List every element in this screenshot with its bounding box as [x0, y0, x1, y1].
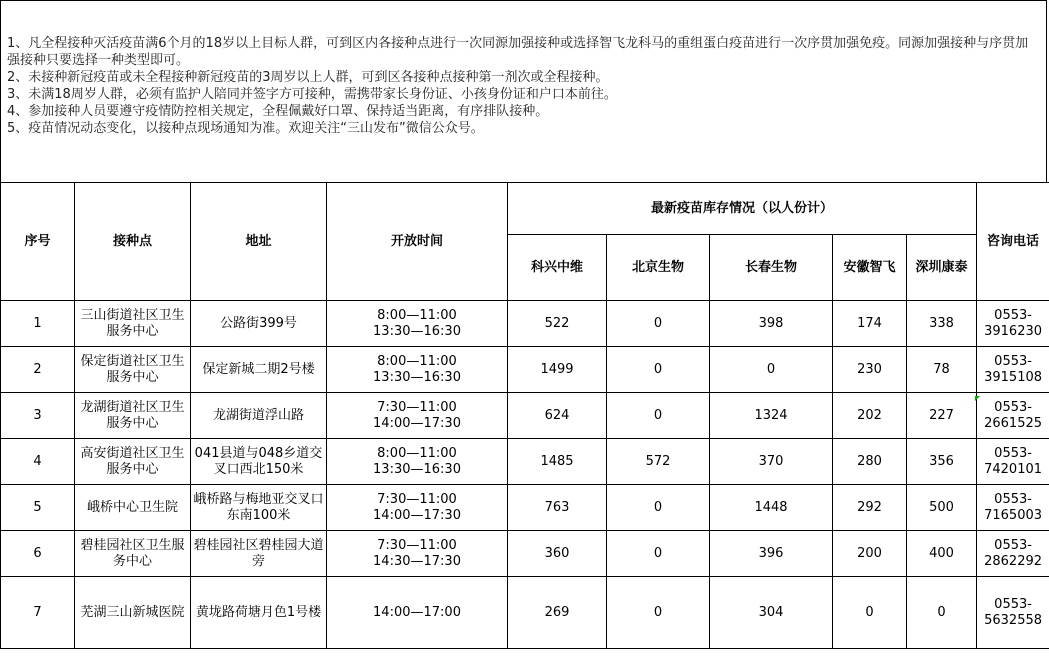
phone-number: 2862292 [984, 553, 1043, 569]
cell-stock: 269 [508, 577, 607, 649]
header-no: 序号 [1, 183, 75, 301]
cell-stock: 1448 [710, 485, 833, 531]
hours-pm: 13:30—16:30 [373, 461, 461, 477]
cell-stock: 202 [833, 393, 907, 439]
cell-address: 碧桂园社区碧桂园大道旁 [191, 531, 327, 577]
header-brand: 科兴中维 [508, 235, 607, 301]
cell-stock: 400 [907, 531, 977, 577]
hours-pm: 14:30—17:30 [373, 553, 461, 569]
hours-am: 8:00—11:00 [377, 307, 457, 323]
cell-address: 峨桥路与梅地亚交叉口东南100米 [191, 485, 327, 531]
cell-hours [327, 485, 508, 531]
cell-stock: 0 [607, 393, 710, 439]
header-stock-group: 最新疫苗库存情况（以人份计） [508, 183, 977, 235]
cell-stock: 572 [607, 439, 710, 485]
note-2: 2、未接种新冠疫苗或未全程接种新冠疫苗的3周岁以上人群，可到区各接种点接种第一剂次或全程接种。 [7, 70, 609, 85]
cell-stock: 338 [907, 301, 977, 347]
cell-site: 三山街道社区卫生服务中心 [75, 301, 191, 347]
cell-stock: 280 [833, 439, 907, 485]
cell-stock: 0 [833, 577, 907, 649]
cell-phone [977, 347, 1049, 393]
cell-stock: 0 [907, 577, 977, 649]
table-row [1, 485, 1049, 531]
note-1: 1、凡全程接种灭活疫苗满6个月的18岁以上目标人群，可到区内各接种点进行一次同源加强接种或选择智飞龙科马的重组蛋白疫苗进行一次序贯加强免疫。同源加强接种与序贯加强接种只要选择一种类型即可。 [7, 36, 1029, 68]
hours-pm: 13:30—16:30 [373, 323, 461, 339]
cell-stock: 0 [607, 531, 710, 577]
header-phone: 咨询电话 [977, 183, 1049, 301]
cell-stock: 304 [710, 577, 833, 649]
header-brand: 深圳康泰 [907, 235, 977, 301]
cell-address: 龙湖街道浮山路 [191, 393, 327, 439]
phone-number: 7165003 [984, 507, 1043, 523]
cell-stock: 396 [710, 531, 833, 577]
cell-hours [327, 531, 508, 577]
phone-number: 3916230 [984, 323, 1043, 339]
cell-stock: 356 [907, 439, 977, 485]
cell-stock: 292 [833, 485, 907, 531]
cell-hours [327, 577, 508, 649]
table-row [1, 577, 1049, 649]
cell-stock: 370 [710, 439, 833, 485]
cell-site: 保定街道社区卫生服务中心 [75, 347, 191, 393]
header-address: 地址 [191, 183, 327, 301]
cell-address: 公路街399号 [191, 301, 327, 347]
cell-address: 保定新城二期2号楼 [191, 347, 327, 393]
header-brand: 安徽智飞 [833, 235, 907, 301]
cell-site: 峨桥中心卫生院 [75, 485, 191, 531]
phone-area: 0553- [994, 491, 1032, 507]
table-row [1, 393, 1049, 439]
cell-no: 6 [1, 531, 75, 577]
cell-no: 5 [1, 485, 75, 531]
phone-area: 0553- [994, 307, 1032, 323]
cell-stock: 1324 [710, 393, 833, 439]
note-3: 3、未满18周岁人群，必须有监护人陪同并签字方可接种，需携带家长身份证、小孩身份证和户口本前往。 [7, 87, 617, 102]
header-site: 接种点 [75, 183, 191, 301]
cell-site: 高安街道社区卫生服务中心 [75, 439, 191, 485]
hours-am: 7:30—11:00 [377, 491, 457, 507]
cell-stock: 230 [833, 347, 907, 393]
cell-phone [977, 577, 1049, 649]
cell-stock: 1485 [508, 439, 607, 485]
cell-stock: 0 [607, 485, 710, 531]
cell-no: 1 [1, 301, 75, 347]
cell-hours [327, 301, 508, 347]
hours-am: 7:30—11:00 [377, 399, 457, 415]
phone-number: 5632558 [984, 612, 1043, 628]
vaccine-stock-table [0, 182, 1049, 649]
cell-address: 黄垅路荷塘月色1号楼 [191, 577, 327, 649]
cell-phone [977, 485, 1049, 531]
cell-site: 芜湖三山新城医院 [75, 577, 191, 649]
note-4: 4、参加接种人员要遵守疫情防控相关规定，全程佩戴好口罩、保持适当距离，有序排队接种。 [7, 104, 549, 119]
cell-stock: 360 [508, 531, 607, 577]
cell-stock: 0 [710, 347, 833, 393]
phone-area: 0553- [994, 596, 1032, 612]
phone-area: 0553- [994, 399, 1032, 415]
phone-number: 3915108 [984, 369, 1043, 385]
notes-block [0, 0, 1047, 182]
cell-address: 041县道与048乡道交叉口西北150米 [191, 439, 327, 485]
hours-am: 8:00—11:00 [377, 353, 457, 369]
cell-stock: 500 [907, 485, 977, 531]
phone-area: 0553- [994, 445, 1032, 461]
cell-stock: 624 [508, 393, 607, 439]
cell-hours [327, 347, 508, 393]
cell-site: 龙湖街道社区卫生服务中心 [75, 393, 191, 439]
cell-phone [977, 393, 1049, 439]
cell-no: 4 [1, 439, 75, 485]
phone-area: 0553- [994, 537, 1032, 553]
cell-stock: 0 [607, 347, 710, 393]
table-row [1, 347, 1049, 393]
hours-am: 14:00—17:00 [373, 604, 461, 620]
cell-hours [327, 393, 508, 439]
cell-no: 7 [1, 577, 75, 649]
cell-no: 2 [1, 347, 75, 393]
hours-pm: 14:00—17:30 [373, 507, 461, 523]
table-row [1, 301, 1049, 347]
phone-number: 7420101 [984, 461, 1043, 477]
phone-number: 2661525 [984, 415, 1043, 431]
cell-hours [327, 439, 508, 485]
cell-comment-marker [975, 396, 980, 401]
header-hours: 开放时间 [327, 183, 508, 301]
cell-stock: 78 [907, 347, 977, 393]
hours-pm: 14:00—17:30 [373, 415, 461, 431]
cell-no: 3 [1, 393, 75, 439]
hours-am: 7:30—11:00 [377, 537, 457, 553]
cell-stock: 227 [907, 393, 977, 439]
cell-phone [977, 439, 1049, 485]
hours-pm: 13:30—16:30 [373, 369, 461, 385]
cell-stock: 0 [607, 577, 710, 649]
cell-phone [977, 531, 1049, 577]
phone-area: 0553- [994, 353, 1032, 369]
header-brand: 长春生物 [710, 235, 833, 301]
hours-am: 8:00—11:00 [377, 445, 457, 461]
cell-stock: 1499 [508, 347, 607, 393]
cell-stock: 174 [833, 301, 907, 347]
note-5: 5、疫苗情况动态变化，以接种点现场通知为准。欢迎关注“三山发布”微信公众号。 [7, 121, 484, 136]
cell-stock: 398 [710, 301, 833, 347]
cell-stock: 0 [607, 301, 710, 347]
cell-phone [977, 301, 1049, 347]
table-row [1, 531, 1049, 577]
cell-stock: 763 [508, 485, 607, 531]
cell-stock: 522 [508, 301, 607, 347]
header-brand: 北京生物 [607, 235, 710, 301]
cell-site: 碧桂园社区卫生服务中心 [75, 531, 191, 577]
table-row [1, 439, 1049, 485]
cell-stock: 200 [833, 531, 907, 577]
